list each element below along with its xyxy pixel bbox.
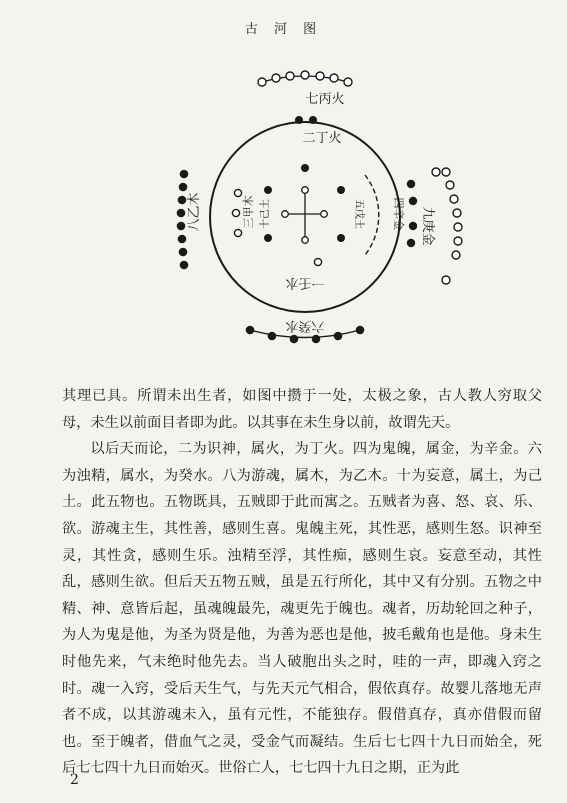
label-inner-bottom: 一壬水 [285,275,325,290]
label-inner-right: 四辛金 [392,197,405,231]
page-title: 古 河 图 [244,22,323,37]
label-inner-left: 三甲木 [242,195,255,229]
dots-left-inner [232,189,241,236]
page-number: 2 [70,772,79,788]
label-outer-bottom: 六癸水 [285,318,325,333]
paragraph-1: 其理已具。所谓未出生者，如图中攒于一处，太极之象，古人教人穷取父母，未生以前面目者即为此。以其事在未生身以前，故谓先天。 [62,388,542,431]
label-inner-top: 二丁火 [302,131,342,146]
label-center-left: 十己土 [260,199,271,229]
dots-right-inner [407,180,417,247]
dot-bottom-inner [314,258,321,265]
hetu-diagram [0,0,567,380]
dots-top-outer [258,71,352,86]
label-outer-top: 七丙火 [305,92,345,107]
dots-right-outer [432,168,462,284]
label-outer-left: 八乙木 [187,192,202,232]
inner-arc [365,175,379,255]
body-text [62,383,542,782]
label-outer-right: 九庚金 [420,206,435,246]
paragraph-2: 以后天而论，二为识神，属火，为丁火。四为鬼魄，属金，为辛金。六为浊精，属水，为癸水。八为游魂，属木，为乙木。十为妄意，属土，为己土。此五物也。五物既具，五贼即于此而寓之。五贼者为喜、怒、哀、乐、欲。游魂主生，其性善，感则生喜。鬼魄主死，其性恶，感则生怒。识神至灵，其性贪，感则生乐。浊精至浮，其性痴，感则生哀。妄意至动，其性乱，感则生欲。但后天五物五贼，虽是五行所化，其中又有分别。五物之中精、神、意皆后起，虽魂魄最先，魂更先于魄也。魂者，历劫轮回之种子，为人为鬼是他，为圣为贤是他，为善为恶也是他，披毛戴角也是他。身未生时他先来，气未绝时他先去。当人破胞出头之时，哇的一声，即魂入窍之时。魂一入窍，受后天生气，与先天元气相合，假依真存。故婴儿落地无声者不成，以其游魂未入，虽有元性，不能独存。假借真存，真亦借假而留也。至于魄者，借血气之灵，受金气而凝结。生后七七四十九日而始全，死后七七四十九日而始灭。世俗亡人，七七四十九日之期，正为此 [62,441,542,777]
label-center-right: 五戊土 [353,199,364,229]
